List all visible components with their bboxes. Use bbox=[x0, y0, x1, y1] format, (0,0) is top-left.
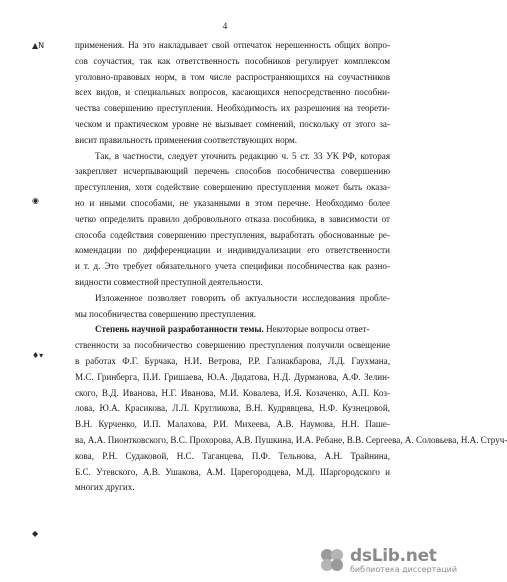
scan-mark: ♦▾ bbox=[32, 351, 44, 360]
text-line: М.С. Гринберга, П.И. Гришаева, Ю.А. Дидатова, Н.Д. Дурманова, А.Ф. Зелин- bbox=[75, 371, 390, 382]
text-line bbox=[95, 324, 390, 334]
watermark-subtitle: библиотека диссертаций bbox=[350, 564, 458, 574]
text-line-rest: Некоторые вопросы ответ- bbox=[263, 324, 370, 335]
text-line: ва, А.А. Пионтковского, В.С. Прохорова, А.В. Пушкина, И.А. Ребане, В.В. Сергеева, А. Соловьева, Н.А. Струч- bbox=[75, 435, 507, 445]
text-line: Так, в частности, следует уточнить редакцию ч. 5 ст. 33 УК РФ, которая bbox=[95, 150, 390, 161]
text-line: Б.С. Утевского, А.В. Ушакова, А.М. Царегородцева, М.Д. Шаргородского и bbox=[75, 466, 390, 477]
text-line: многих других. bbox=[75, 482, 135, 493]
text-line: мы пособничества совершению преступления. bbox=[75, 308, 257, 319]
watermark bbox=[318, 544, 458, 576]
text-line: уголовно-правовых норм, в том числе распространяющихся на соучастников bbox=[75, 71, 390, 82]
text-line: комендации по дифференциации и индивидуализации его ответственности bbox=[75, 245, 390, 256]
scan-mark: ◉ bbox=[32, 196, 39, 205]
text-line: четко определить правило добровольного отказа пособника, в зависимости от bbox=[75, 213, 390, 224]
text-line: ственности за пособничество совершению преступления получили освещение bbox=[75, 340, 390, 351]
text-line: преступления, хотя содействие совершению преступления может быть оказа- bbox=[75, 182, 390, 193]
text-line: способа содействия совершению преступления, выработать обоснованные ре- bbox=[75, 229, 390, 240]
text-line: но и иными способами, не указанными в этом перечне. Необходимо более bbox=[75, 198, 390, 208]
text-line: применения. На это накладывает свой отпечаток нерешенность общих вопро- bbox=[75, 40, 390, 50]
text-line: в работах Ф.Г. Бурчака, Н.И. Ветрова, Р.Р. Галиакбарова, Л.Д. Гаухмана, bbox=[75, 356, 390, 366]
scan-mark: ◆ bbox=[32, 529, 39, 538]
page-number: 4 bbox=[222, 21, 228, 31]
text-line: закрепляет исчерпывающий перечень способов пособничества совершению bbox=[75, 166, 390, 177]
watermark-brand: dsLib.net bbox=[350, 545, 437, 566]
section-heading: Степень научной разработанности темы. bbox=[95, 324, 264, 335]
text-line: сов соучастия, так как ответственность пособников регулирует комплексом bbox=[75, 55, 390, 66]
text-line: ческом и практическом уровне не вызывает сомнений, поскольку от этого за- bbox=[75, 119, 390, 129]
text-line: кова, Р.Н. Судаковой, Н.С. Таганцева, П.Ф. Тельнова, А.Н. Трайнина, bbox=[75, 450, 390, 461]
text-line: ского, В.Д. Иванова, Н.Г. Иванова, М.И. Ковалева, И.Я. Козаченко, А.П. Коз- bbox=[75, 387, 390, 398]
text-line: видности совместной преступной деятельности. bbox=[75, 277, 263, 287]
text-line: В.Н. Курченко, И.П. Малахова, Р.И. Михеева, А.В. Наумова, Н.Н. Паше- bbox=[75, 419, 390, 430]
text-line: лова, Ю.А. Красикова, Л.Л. Кругликова, В.Н. Кудрявцева, Н.Ф. Кузнецовой, bbox=[75, 403, 390, 414]
dslib-logo-icon bbox=[318, 546, 346, 574]
text-line: всех видов, и специальных вопросов, касающихся непосредственно пособни- bbox=[75, 87, 390, 98]
text-line: висит правильность применения соответствующих норм. bbox=[75, 134, 298, 145]
scan-mark: ▲N bbox=[32, 41, 45, 50]
text-line: и т. д. Это требует обязательного учета специфики пособничества как разно- bbox=[75, 261, 390, 272]
text-line: чества совершению преступления. Необходимость их разрешения на теорети- bbox=[75, 103, 390, 114]
text-line: Изложенное позволяет говорить об актуальности исследования пробле- bbox=[95, 292, 390, 303]
